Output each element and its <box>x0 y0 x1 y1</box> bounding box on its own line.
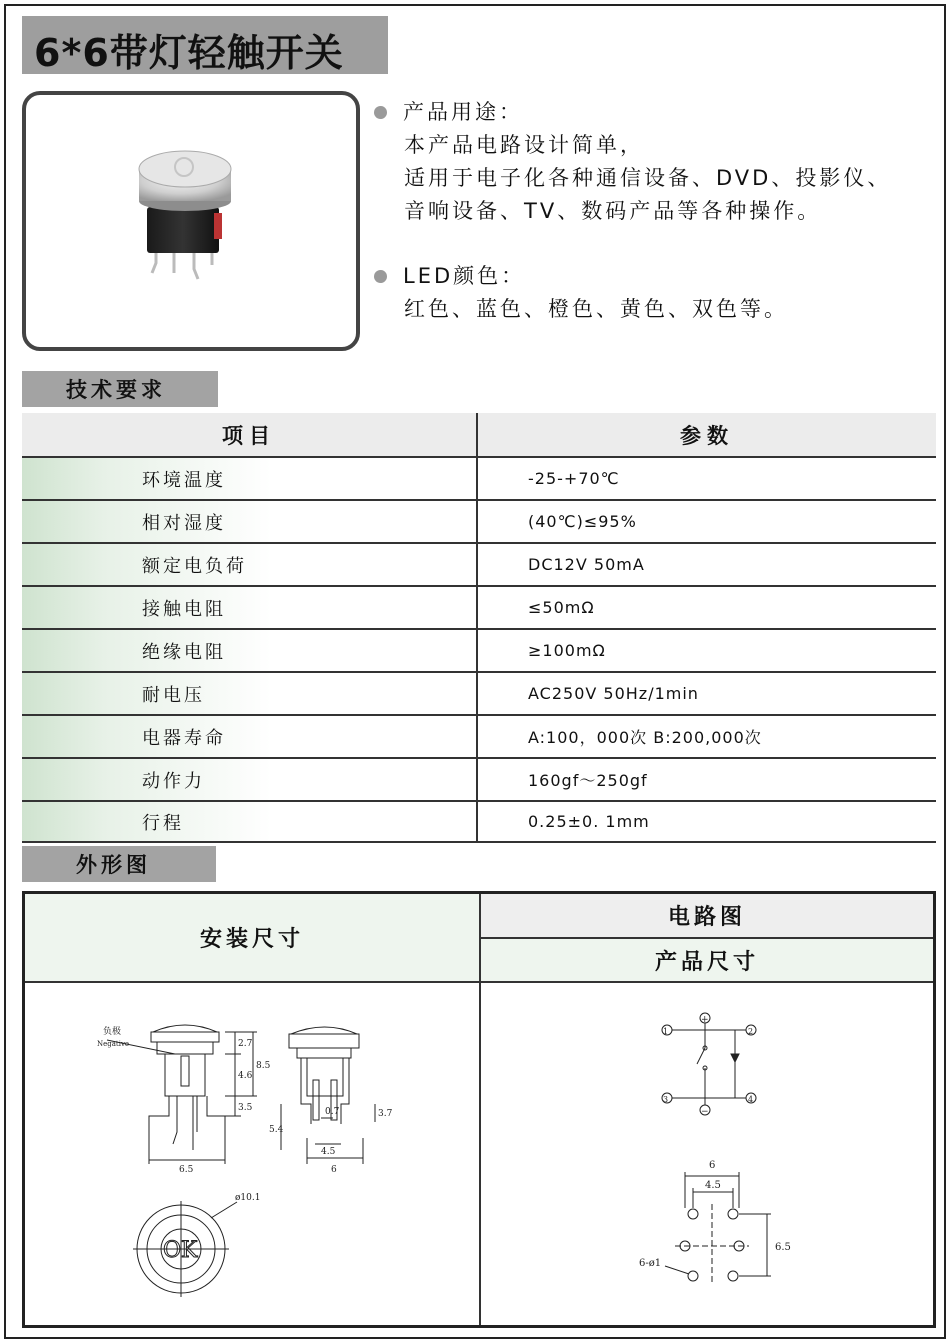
row-item: 行程 <box>22 802 478 841</box>
table-row <box>22 757 936 800</box>
usage-line: 本产品电路设计简单， <box>404 133 644 157</box>
led-colors: 红色、蓝色、橙色、黄色、双色等。 <box>404 297 788 321</box>
bullet-icon <box>374 106 387 119</box>
usage-line: 适用于电子化各种通信设备、DVD、投影仪、 <box>404 166 892 190</box>
product-photo-frame <box>22 91 360 351</box>
row-value: ≤50mΩ <box>528 598 595 617</box>
pin-3: 3 <box>663 1095 669 1104</box>
dim-label: 0.7 <box>325 1107 340 1117</box>
row-item: 耐电压 <box>22 673 478 714</box>
table-row <box>22 671 936 714</box>
table-row <box>22 714 936 757</box>
usage-label: 产品用途： <box>403 100 523 124</box>
dim-label: 4.5 <box>705 1180 721 1191</box>
dim-label: 5.4 <box>269 1125 284 1135</box>
table-row <box>22 542 936 585</box>
spec-section-tab <box>22 371 218 407</box>
row-value: AC250V 50Hz/1min <box>528 684 699 703</box>
dim-label: 6 <box>331 1165 337 1175</box>
row-value: (40℃)≤95% <box>528 512 637 531</box>
install-dim-header: 安装尺寸 <box>25 894 481 983</box>
dim-label: 6.5 <box>775 1242 791 1253</box>
row-value: -25-+70℃ <box>528 469 620 488</box>
table-row <box>22 499 936 542</box>
table-row <box>22 628 936 671</box>
row-item: 接触电阻 <box>22 587 478 628</box>
dim-label: 6-ø1 <box>639 1258 662 1269</box>
row-item: 动作力 <box>22 759 478 800</box>
negative-en-label: Negative <box>97 1040 130 1048</box>
negative-cn-label: 负极 <box>103 1027 122 1037</box>
usage-line: 音响设备、TV、数码产品等各种操作。 <box>404 199 822 223</box>
led-feature <box>374 260 934 326</box>
spec-table-header <box>22 413 936 456</box>
outline-section-tab <box>22 846 216 882</box>
usage-feature <box>374 96 934 228</box>
page-title: 6*6带灯轻触开关 <box>34 31 344 75</box>
table-row <box>22 585 936 628</box>
spec-table <box>22 413 936 843</box>
ok-mark: OK <box>163 1238 198 1263</box>
row-value: 160gf～250gf <box>528 771 648 790</box>
minus-terminal: − <box>701 1107 709 1117</box>
header-param: 参数 <box>680 423 734 448</box>
dim-label: 8.5 <box>256 1061 271 1071</box>
dim-label: 4.5 <box>321 1147 336 1157</box>
row-item: 额定电负荷 <box>22 544 478 585</box>
row-value: DC12V 50mA <box>528 555 645 574</box>
bullet-icon <box>374 270 387 283</box>
column-divider <box>479 983 481 1325</box>
product-photo <box>26 95 356 347</box>
row-item: 相对湿度 <box>22 501 478 542</box>
dim-label: 3.7 <box>378 1109 393 1119</box>
row-value: ≥100mΩ <box>528 641 606 660</box>
product-dim-header: 产品尺寸 <box>481 939 933 983</box>
led-label: LED颜色： <box>403 264 526 288</box>
dim-label: ø10.1 <box>235 1193 261 1203</box>
table-row <box>22 800 936 843</box>
row-item: 电器寿命 <box>22 716 478 757</box>
spec-section-title: 技术要求 <box>66 378 166 402</box>
feature-list <box>374 96 934 358</box>
row-item: 环境温度 <box>22 458 478 499</box>
dimension-table <box>22 891 936 1328</box>
outline-section-title: 外形图 <box>76 853 151 877</box>
dim-label: 6.5 <box>179 1165 194 1175</box>
plus-terminal: + <box>701 1015 709 1025</box>
row-value: 0.25±0. 1mm <box>528 812 650 831</box>
pin-2: 2 <box>748 1027 754 1036</box>
row-value: A:100，000次 B:200,000次 <box>528 728 762 747</box>
dim-label: 3.5 <box>238 1103 253 1113</box>
pin-1: 1 <box>663 1027 669 1036</box>
row-item: 绝缘电阻 <box>22 630 478 671</box>
install-drawing <box>85 1004 455 1324</box>
table-row <box>22 456 936 499</box>
circuit-drawing <box>495 1004 925 1324</box>
dim-label: 4.6 <box>238 1071 253 1081</box>
dim-label: 2.7 <box>238 1039 253 1049</box>
dim-label: 6 <box>709 1160 716 1171</box>
circuit-header: 电路图 <box>481 894 933 939</box>
header-item: 项目 <box>22 413 478 456</box>
pin-4: 4 <box>748 1095 754 1104</box>
title-banner <box>22 16 388 74</box>
